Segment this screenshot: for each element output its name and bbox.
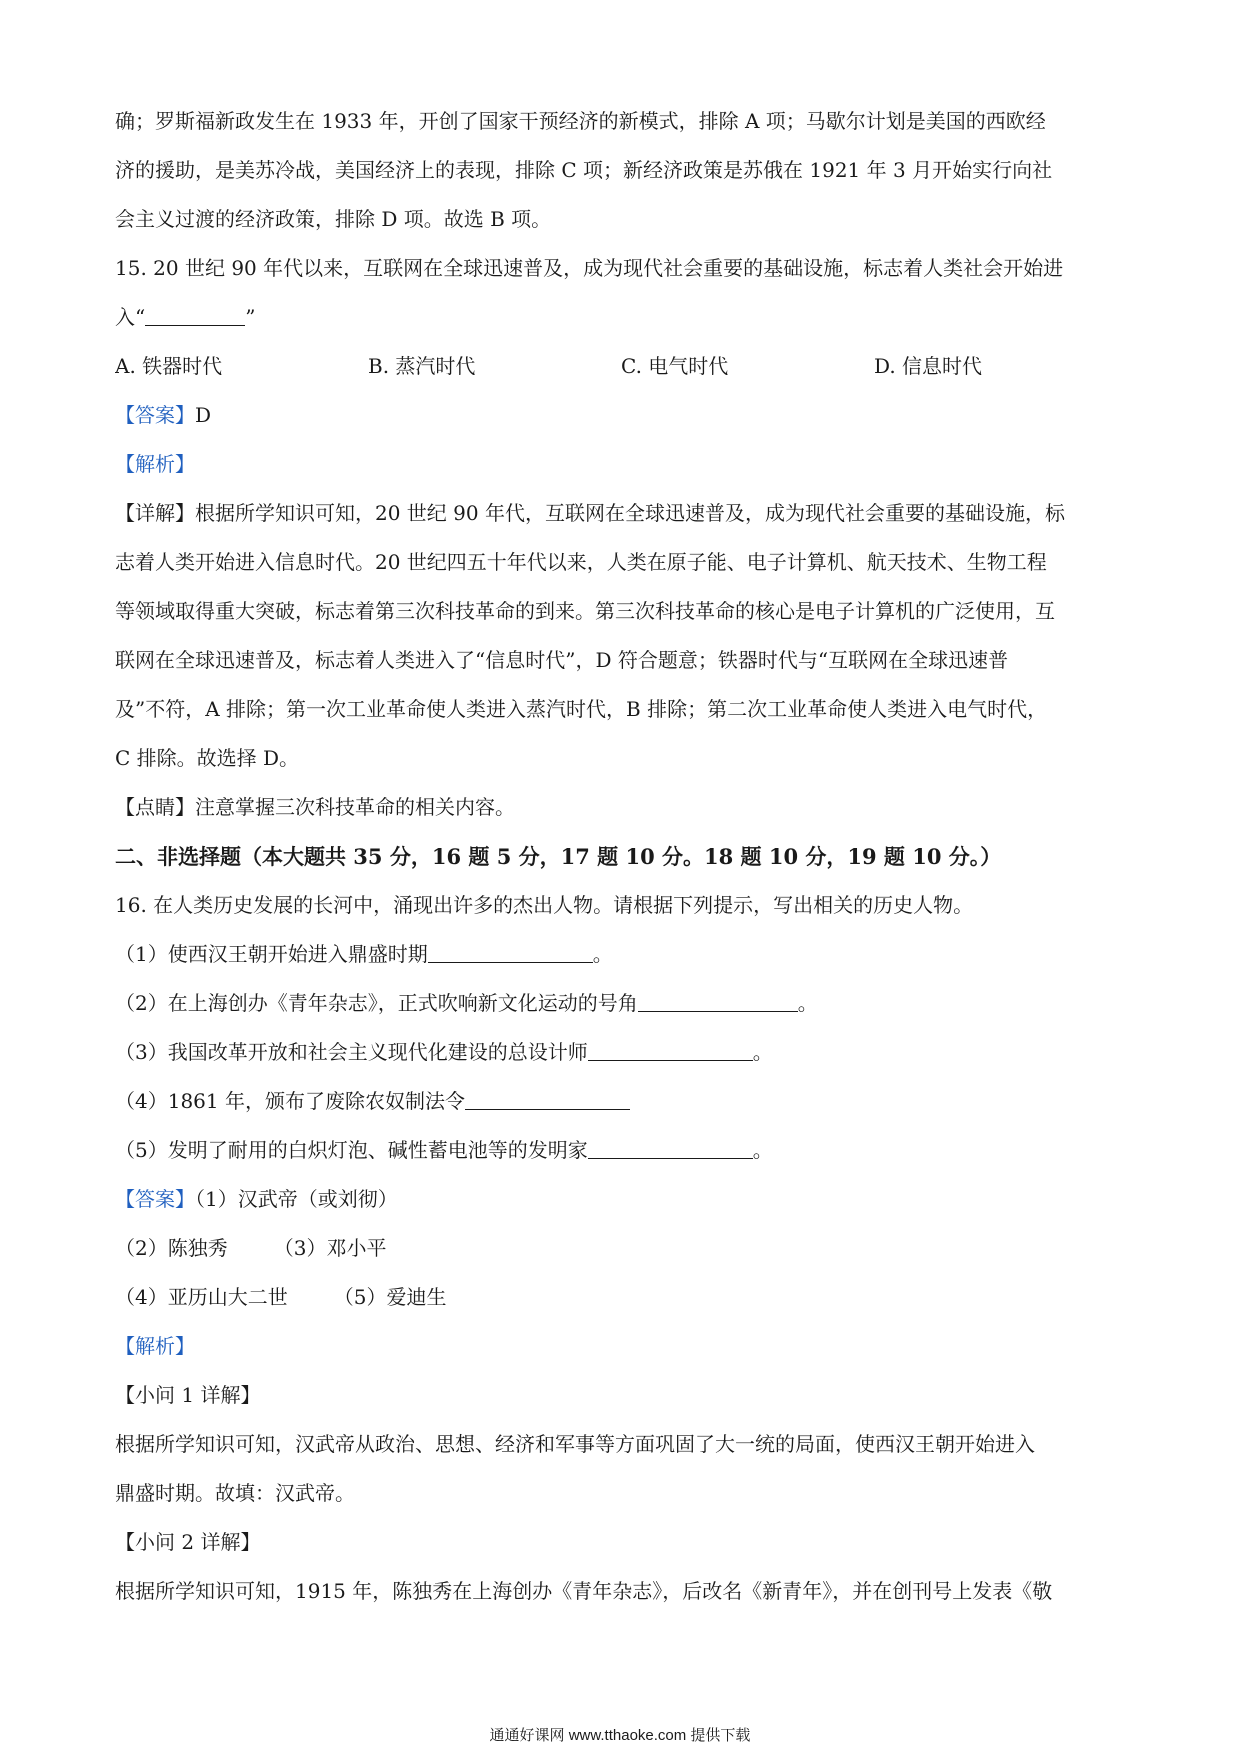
- answer-line: [115, 1175, 1130, 1224]
- option-b: B. 蒸汽时代: [368, 354, 476, 378]
- answer-line: [115, 1273, 1130, 1322]
- answer-label: 【答案】: [115, 1187, 195, 1211]
- text-line: 确；罗斯福新政发生在 1933 年，开创了国家干预经济的新模式，排除 A 项；马歇尔计划是美国的西欧经: [115, 109, 1046, 133]
- option-d: D. 信息时代: [874, 354, 983, 378]
- question-16-item: [115, 979, 1130, 1028]
- detail-line: 志着人类开始进入信息时代。20 世纪四五十年代以来，人类在原子能、电子计算机、航天技术、生物工程: [115, 550, 1047, 574]
- detail-line: C 排除。故选择 D。: [115, 746, 300, 770]
- sub-question-label: 【小问 2 详解】: [115, 1530, 261, 1554]
- item-text: （5）发明了耐用的白炽灯泡、碱性蓄电池等的发明家: [115, 1138, 588, 1162]
- question-16-item: [115, 1028, 1130, 1077]
- item-end: 。: [797, 991, 818, 1015]
- item-text: （2）在上海创办《青年杂志》，正式吹响新文化运动的号角: [115, 991, 638, 1015]
- item-text: （4）1861 年，颁布了废除农奴制法令: [115, 1089, 465, 1113]
- option-a: A. 铁器时代: [115, 354, 223, 378]
- page-content: [115, 97, 1130, 1616]
- answer-value: （3）邓小平: [273, 1236, 387, 1260]
- question-15-stem-continued: [115, 293, 1130, 342]
- detail-line: 等领域取得重大突破，标志着第三次科技革命的到来。第三次科技革命的核心是电子计算机的广泛使用，互: [115, 599, 1055, 623]
- option-c: C. 电气时代: [621, 354, 729, 378]
- analysis-label: 【解析】: [115, 1334, 195, 1358]
- answer-value: （2）陈独秀: [115, 1236, 228, 1260]
- answer-value: （4）亚历山大二世: [115, 1285, 288, 1309]
- question-16-item: [115, 930, 1130, 979]
- answer-line: [115, 1224, 1130, 1273]
- answer-value: （1）汉武帝（或刘彻）: [195, 1187, 398, 1211]
- answer-blank: [638, 989, 798, 1012]
- item-end: 。: [592, 942, 613, 966]
- text-line: 济的援助，是美苏冷战，美国经济上的表现，排除 C 项；新经济政策是苏俄在 1921 年 3 月开始实行向社: [115, 158, 1053, 182]
- item-text: （3）我国改革开放和社会主义现代化建设的总设计师: [115, 1040, 588, 1064]
- question-16-item: [115, 1077, 1130, 1126]
- stem-suffix: ”: [245, 305, 256, 329]
- detail-line: 联网在全球迅速普及，标志着人类进入了“信息时代”，D 符合题意；铁器时代与“互联网在全球迅速普: [115, 648, 1009, 672]
- detail-line: 及”不符，A 排除；第一次工业革命使人类进入蒸汽时代，B 排除；第二次工业革命使人类进入电气时代，: [115, 697, 1048, 721]
- question-15-options: [115, 342, 1130, 391]
- stem-prefix: 入“: [115, 305, 146, 329]
- answer-blank: [428, 940, 593, 963]
- answer-blank: [588, 1136, 753, 1159]
- page-footer: 通通好课网 www.tthaoke.com 提供下载: [489, 1727, 751, 1744]
- answer-value: D: [195, 403, 212, 427]
- answer-line: [115, 391, 1130, 440]
- answer-blank: [588, 1038, 753, 1061]
- answer-blank: [145, 303, 245, 326]
- question-16-stem: 16. 在人类历史发展的长河中，涌现出许多的杰出人物。请根据下列提示，写出相关的历史人物。: [115, 893, 974, 917]
- detail-line: 根据所学知识可知，1915 年，陈独秀在上海创办《青年杂志》，后改名《新青年》，并在创刊号上发表《敬: [115, 1579, 1053, 1603]
- item-text: （1）使西汉王朝开始进入鼎盛时期: [115, 942, 428, 966]
- tip-line: 【点睛】注意掌握三次科技革命的相关内容。: [115, 795, 515, 819]
- answer-blank: [465, 1087, 630, 1110]
- detail-line: 鼎盛时期。故填：汉武帝。: [115, 1481, 355, 1505]
- section-heading: 二、非选择题（本大题共 35 分，16 题 5 分，17 题 10 分。18 题 10 分，19 题 10 分。）: [115, 844, 1002, 869]
- answer-label: 【答案】: [115, 403, 195, 427]
- text-line: 会主义过渡的经济政策，排除 D 项。故选 B 项。: [115, 207, 552, 231]
- analysis-label: 【解析】: [115, 452, 195, 476]
- item-end: 。: [752, 1138, 773, 1162]
- question-15-stem: 15. 20 世纪 90 年代以来，互联网在全球迅速普及，成为现代社会重要的基础设施，标志着人类社会开始进: [115, 256, 1064, 280]
- answer-value: （5）爱迪生: [333, 1285, 447, 1309]
- sub-question-label: 【小问 1 详解】: [115, 1383, 261, 1407]
- question-16-item: [115, 1126, 1130, 1175]
- item-end: 。: [752, 1040, 773, 1064]
- detail-line: 【详解】根据所学知识可知，20 世纪 90 年代，互联网在全球迅速普及，成为现代社会重要的基础设施，标: [115, 501, 1065, 525]
- detail-line: 根据所学知识可知，汉武帝从政治、思想、经济和军事等方面巩固了大一统的局面，使西汉王朝开始进入: [115, 1432, 1035, 1456]
